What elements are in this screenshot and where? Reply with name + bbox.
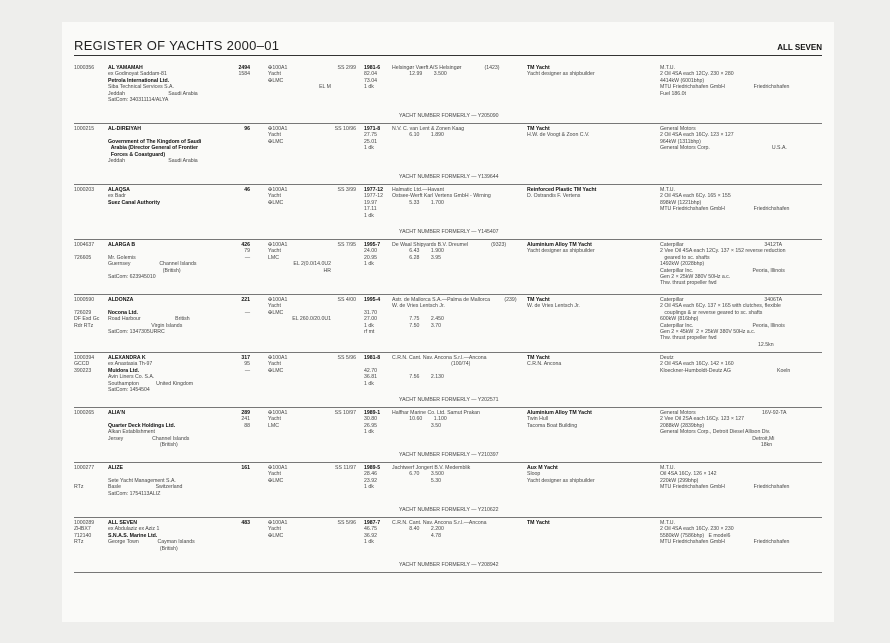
build-dims-line: 1987-7 — [364, 520, 381, 526]
builder-line: N.V. C. van Lent & Zonen Kaag — [392, 126, 465, 132]
classification-line: ✠LMC — [268, 77, 284, 84]
build-dims-line: 1989-5 — [364, 465, 381, 471]
yacht-number-line: RTz — [74, 539, 84, 546]
machinery-line: M.T.U. — [660, 465, 675, 471]
yacht-number-line: GCCD — [74, 361, 90, 368]
owner-line: (British) — [108, 545, 178, 552]
builder-line: Helsingør Værft A/S Helsingør (1423) — [392, 65, 500, 71]
owner-line: (British) — [108, 267, 181, 274]
machinery-line: couplings & sr reverse geared to sc. shafts — [660, 309, 763, 316]
classification-line: Yacht — [268, 471, 281, 478]
machinery-line: M.T.U. — [660, 187, 675, 193]
yacht-record — [74, 407, 822, 463]
build-dims-line: 27.75 — [364, 132, 377, 139]
formerly-note: YACHT NUMBER FORMERLY — Y205090 — [399, 113, 499, 119]
classification-line: Yacht — [268, 416, 281, 423]
page-title: REGISTER OF YACHTS 2000–01 — [74, 38, 280, 53]
vessel-type-line: TM Yacht — [527, 65, 550, 71]
owner-line: ALEXANDRA K — [108, 355, 146, 361]
yacht-number-line: 712140 — [74, 532, 92, 539]
owner-line: ALARGA B — [108, 242, 136, 248]
build-dims-line: 1 dk — [364, 84, 374, 91]
classification-line: ✠LMC — [268, 309, 284, 316]
yacht-number-line: ZHBX7 — [74, 526, 91, 533]
builder-line: 4.78 — [392, 532, 442, 539]
yacht-number-line: 1000356 — [74, 65, 95, 71]
tonnage-line: 161 — [241, 465, 250, 471]
builder-line: 7.56 2.130 — [392, 374, 444, 381]
classification-line: ✠100A1 — [268, 520, 288, 526]
build-dims-line: 1995-4 — [364, 297, 381, 303]
vessel-type-line: Tacoma Boat Building — [527, 422, 578, 429]
owner-line: Jeddah Saudi Arabia — [108, 90, 198, 97]
owner-line: ALIA'N — [108, 410, 126, 416]
vessel-type-line: Aux M Yacht — [527, 465, 558, 471]
build-dims-line: 26.95 — [364, 422, 377, 429]
page-header — [74, 35, 822, 56]
tonnage-line: 241 — [241, 416, 250, 423]
classification-line: LMC — [268, 422, 279, 429]
owner-line: AL-DIREIYAH — [108, 126, 141, 132]
classification-line: ✠LMC — [268, 199, 284, 206]
owner-line: Sete Yacht Management S.A. — [108, 477, 176, 484]
classification-line: Yacht — [268, 248, 281, 255]
yacht-number-line: 726029 — [74, 309, 92, 316]
owner-line: Quarter Deck Holdings Ltd. — [108, 422, 176, 429]
formerly-note: YACHT NUMBER FORMERLY — Y208942 — [399, 562, 499, 568]
build-dims-line: 28.46 — [364, 471, 377, 478]
classification-line: ✠LMC — [268, 367, 284, 374]
machinery-line: 220kW (299bhp) — [660, 477, 699, 484]
machinery-line: 600kW (816bhp) — [660, 316, 699, 323]
machinery-line: geared to sc. shafts — [660, 254, 710, 261]
tonnage-line: 289 — [241, 410, 250, 416]
tonnage-line: 88 — [244, 422, 250, 429]
classification-line: ✠100A1 — [268, 410, 288, 416]
machinery-line: M.T.U. — [660, 65, 675, 71]
machinery-line: Caterpillar 3406TA — [660, 297, 783, 303]
classification-line: ✠100A1 — [268, 465, 288, 471]
build-dims-line: 31.70 — [364, 309, 377, 316]
vessel-type-line: TM Yacht — [527, 520, 550, 526]
yacht-number-line: 1000277 — [74, 465, 95, 471]
builder-line: 10.60 1.100 — [392, 416, 447, 423]
owner-line: ex Abdulaziz ex Aziz 1 — [108, 526, 160, 533]
builder-line: 6.43 1.900 — [392, 248, 444, 255]
survey-date: SS 10/96 — [334, 126, 356, 132]
formerly-note: YACHT NUMBER FORMERLY — Y210397 — [399, 452, 499, 458]
machinery-line: Deutz — [660, 355, 674, 361]
build-dims-line: 1981-6 — [364, 65, 381, 71]
tonnage-line: 221 — [241, 297, 250, 303]
machinery-line: General Motors Corp. U.S.A. — [660, 145, 787, 152]
register-page — [62, 22, 834, 622]
machinery-line: Gen 2 × 25kW 380V 50Hz a.c. — [660, 274, 731, 280]
builder-line: C.R.N. Cant. Nav. Ancona S.r.l.—Ancona — [392, 355, 487, 361]
build-dims-line: 1 dk — [364, 261, 374, 268]
builder-line: 3.50 — [392, 422, 442, 429]
classification-line: Yacht — [268, 303, 281, 310]
machinery-line: 2088kW (2839bhp) — [660, 422, 705, 429]
class-notes-line: EL M — [319, 84, 331, 91]
owner-line: Suez Canal Authority — [108, 199, 160, 206]
owner-line: Basle Switzerland — [108, 484, 183, 491]
machinery-line: MTU Friedrichshafen GmbH Friedrichshafen — [660, 206, 790, 213]
build-dims-line: 1 dk — [364, 429, 374, 436]
yacht-number-line: 1000203 — [74, 187, 95, 193]
build-dims-line: 30.80 — [364, 416, 377, 423]
machinery-line: 12.5kn — [660, 341, 774, 348]
yacht-number-line: 1000215 — [74, 126, 95, 132]
build-dims-line: 36.92 — [364, 532, 377, 539]
formerly-note: YACHT NUMBER FORMERLY — Y145407 — [399, 229, 499, 235]
yacht-record — [74, 517, 822, 573]
machinery-line: Caterpillar Inc. Peoria, Illinois — [660, 267, 785, 274]
owner-line: ex Anastasia Th-97 — [108, 361, 153, 368]
owner-line: Avin Liners Co. S.A. — [108, 374, 155, 381]
builder-line: Jachtwerf Jongert B.V. Medemblik — [392, 465, 471, 471]
owner-line: ALL SEVEN — [108, 520, 138, 526]
vessel-type-line: Yacht designer as shipbuilder — [527, 248, 595, 255]
owner-line: George Town Cayman Islands — [108, 539, 195, 546]
tonnage-line: 96 — [244, 126, 250, 132]
vessel-type-line: TM Yacht — [527, 297, 550, 303]
build-dims-line: 17.11 — [364, 206, 377, 213]
classification-line: ✠LMC — [268, 532, 284, 539]
page-running-head: ALL SEVEN — [777, 43, 822, 52]
vessel-type-line: Aluminium Alloy TM Yacht — [527, 242, 592, 248]
vessel-type-line: Reinforced Plastic TM Yacht — [527, 187, 597, 193]
vessel-type-line: W. de Vries Lentsch Jr. — [527, 303, 580, 310]
classification-line: ✠100A1 — [268, 355, 288, 361]
machinery-line: 2 Vee Oil 2SA each 16Cy. 123 × 127 — [660, 416, 744, 423]
survey-date: SS 5/96 — [337, 355, 356, 361]
owner-line: Forces & Coastguard) — [108, 151, 166, 158]
formerly-note: YACHT NUMBER FORMERLY — Y202571 — [399, 397, 499, 403]
survey-date: SS 5/96 — [337, 520, 356, 526]
yacht-record — [74, 294, 822, 353]
machinery-line: Kloeckner-Humboldt-Deutz AG Koeln — [660, 367, 791, 374]
builder-line: 6.28 3.95 — [392, 254, 442, 261]
machinery-line: MTU Friedrichshafen GmbH Friedrichshafen — [660, 539, 790, 546]
builder-line: C.R.N. Cant. Nav. Ancona S.r.l.—Ancona — [392, 520, 487, 526]
classification-line: ✠100A1 — [268, 187, 288, 193]
builder-line: Halfhar Marine Co. Ltd. Samut Prakan — [392, 410, 480, 416]
machinery-line: M.T.U. — [660, 520, 675, 526]
vessel-type-line: TM Yacht — [527, 126, 550, 132]
build-dims-line: 1971-8 — [364, 126, 381, 132]
machinery-line: General Motors Corp., Detroit Diesel Allison Div. — [660, 429, 771, 436]
yacht-record — [74, 184, 822, 240]
build-dims-line: 46.75 — [364, 526, 377, 533]
build-dims-line: 23.92 — [364, 477, 377, 484]
machinery-line: MTU Friedrichshafen GmbH Friedrichshafen — [660, 84, 790, 91]
classification-line: Yacht — [268, 193, 281, 200]
owner-line: SatCom: 1454504 — [108, 387, 150, 393]
machinery-line: 964kW (1311bhp) — [660, 138, 701, 145]
owner-line: ALAQSA — [108, 187, 130, 193]
build-dims-line: 27.00 — [364, 316, 377, 323]
survey-date: SS 2/99 — [337, 65, 356, 71]
builder-line: 7.75 2.450 — [392, 316, 444, 323]
build-dims-line: 1 dk — [364, 539, 374, 546]
machinery-line: Thw. thrust propeller fwd — [660, 335, 717, 342]
yacht-number-line: 1004637 — [74, 242, 95, 248]
classification-line: Yacht — [268, 361, 281, 368]
owner-line: SatCom: 623945010 — [108, 274, 156, 280]
build-dims-line: 1977-12 — [364, 193, 384, 200]
yacht-number-line: 726605 — [74, 254, 92, 261]
owner-line: Guernsey Channel Islands — [108, 261, 197, 268]
owner-line: Siba Technical Services S.A. — [108, 84, 174, 91]
tonnage-line: 2494 — [238, 65, 250, 71]
owner-line: Virgin Islands — [108, 322, 183, 329]
build-dims-line: 82.04 — [364, 71, 377, 78]
machinery-line: 2 Oil 4SA each 6Cy. 165 × 155 — [660, 193, 731, 200]
tonnage-line: — — [244, 367, 250, 374]
yacht-number-line: 1000590 — [74, 297, 95, 303]
build-dims-line: 24.00 — [364, 248, 377, 255]
vessel-type-line: H.W. de Voogt & Zoon C.V. — [527, 132, 590, 139]
builder-line: 12.99 3.500 — [392, 71, 447, 78]
yacht-record — [74, 462, 822, 518]
survey-date: SS 7/95 — [337, 242, 356, 248]
classification-line: Yacht — [268, 526, 281, 533]
builder-line: 7.50 3.70 — [392, 322, 442, 329]
machinery-line: 2 Oil 4SA each 16Cy. 123 × 127 — [660, 132, 734, 139]
build-dims-line: 25.01 — [364, 138, 377, 145]
vessel-type-line: Yacht designer as shipbuilder — [527, 477, 595, 484]
owner-line: ex Badr — [108, 193, 126, 200]
yacht-record — [74, 62, 822, 124]
classification-line: ✠100A1 — [268, 242, 288, 248]
machinery-line: 2 Vee Oil 4SA each 12Cy. 137 × 152 reverse reduction — [660, 248, 786, 255]
class-notes-line: EL 260.0/20.0U1 — [292, 316, 331, 323]
vessel-type-line: Sloop — [527, 471, 541, 478]
vessel-type-line: C.R.N. Ancona — [527, 361, 562, 368]
build-dims-line: 1 dk — [364, 380, 374, 387]
vessel-type-line: Twin Hull — [527, 416, 549, 423]
yacht-record — [74, 352, 822, 408]
owner-line: ALIZE — [108, 465, 123, 471]
tonnage-line: 46 — [244, 187, 250, 193]
tonnage-line: 483 — [241, 520, 250, 526]
vessel-type-line: Aluminium Alloy TM Yacht — [527, 410, 592, 416]
builder-line: De Waal Shipyards B.V. Dreumel (9323) — [392, 242, 507, 248]
machinery-line: Gen 2 × 45kW 2 × 25kW 380V 50Hz a.c. — [660, 329, 756, 335]
yacht-number-line: Rdr RTz — [74, 322, 94, 329]
survey-date: SS 3/99 — [337, 187, 356, 193]
owner-line: ALDONZA — [108, 297, 134, 303]
owner-line: Petrola International Ltd. — [108, 77, 170, 84]
yacht-number-line: 1000394 — [74, 355, 95, 361]
owner-line: ex Godinoyat Saddam-81 — [108, 71, 167, 78]
build-dims-line: rf mt — [364, 329, 375, 335]
build-dims-line: 1 dk — [364, 212, 374, 219]
builder-line: 6.70 3.500 — [392, 471, 444, 478]
owner-line: Road Harbour British — [108, 316, 190, 323]
builder-line: 8.40 2.200 — [392, 526, 444, 533]
build-dims-line: 20.95 — [364, 254, 377, 261]
build-dims-line: 42.70 — [364, 367, 377, 374]
machinery-line: General Motors 16V-92-TA — [660, 410, 787, 416]
machinery-line: MTU Friedrichshafen GmbH Friedrichshafen — [660, 484, 790, 491]
yacht-number-line: DF Exd Gc — [74, 316, 100, 323]
owner-line: S.N.A.S. Marine Ltd. — [108, 532, 158, 539]
vessel-type-line: D. Ostrandis F. Vertens — [527, 193, 581, 200]
owner-line: Muidora Ltd. — [108, 367, 140, 374]
tonnage-line: — — [244, 309, 250, 316]
build-dims-line: 19.97 — [364, 199, 377, 206]
tonnage-line: 95 — [244, 361, 250, 368]
builder-line: (100/74) — [392, 361, 471, 368]
tonnage-line: — — [244, 254, 250, 261]
tonnage-line: 1584 — [238, 71, 250, 78]
build-dims-line: 1 dk — [364, 145, 374, 152]
build-dims-line: 1981-8 — [364, 355, 381, 361]
owner-line: Southampton United Kingdom — [108, 380, 194, 387]
classification-line: ✠LMC — [268, 477, 284, 484]
owner-line: (British) — [108, 442, 178, 448]
owner-line: SatCom: 1347305URRC — [108, 329, 165, 335]
owner-line: AL YAMAMAH — [108, 65, 143, 71]
owner-line: Alkan Establishment — [108, 429, 155, 436]
build-dims-line: 1995-7 — [364, 242, 381, 248]
formerly-note: YACHT NUMBER FORMERLY — Y210622 — [399, 507, 499, 513]
builder-line: 6.10 1.890 — [392, 132, 444, 139]
builder-line: Astr. de Mallorca S.A.—Palma de Mallorca (239) — [392, 297, 517, 303]
classification-line: ✠100A1 — [268, 297, 288, 303]
classification-line: Yacht — [268, 132, 281, 139]
build-dims-line: 1 dk — [364, 322, 374, 329]
classification-line: Yacht — [268, 71, 281, 78]
build-dims-line: 1989-1 — [364, 410, 381, 416]
machinery-line: 18kn — [660, 442, 773, 448]
machinery-line: Caterpillar 3412TA — [660, 242, 783, 248]
builder-line: Halmatic Ltd.—Havant — [392, 187, 444, 193]
builder-line: 5.30 — [392, 477, 442, 484]
yacht-record — [74, 123, 822, 185]
tonnage-line: 317 — [241, 355, 250, 361]
owner-line: Jersey Channel Islands — [108, 435, 190, 442]
builder-line: Ostsee-Werft Karl Vertens GmbH - Wirning — [392, 193, 491, 200]
tonnage-line: 426 — [241, 242, 250, 248]
yacht-number-line: 1000265 — [74, 410, 95, 416]
machinery-line: Thw. thrust propeller fwd — [660, 280, 717, 287]
survey-date: SS 10/97 — [334, 410, 356, 416]
build-dims-line: 36.81 — [364, 374, 377, 381]
owner-line: Mr. Golemis — [108, 254, 136, 261]
machinery-line: 2 Oil 4SA each 16Cy. 142 × 160 — [660, 361, 734, 368]
classification-line: ✠LMC — [268, 138, 284, 145]
classification-line: LMC — [268, 254, 279, 261]
yacht-number-line: RTz — [74, 484, 84, 491]
class-notes-line: EL 2(0.0/14.0U2 — [293, 261, 331, 268]
machinery-line: 5580kW (7586bhp) E model6 — [660, 532, 731, 539]
machinery-line: 2 Oil 4SA each 12Cy. 230 × 280 — [660, 71, 734, 78]
vessel-type-line: TM Yacht — [527, 355, 550, 361]
classification-line: ✠100A1 — [268, 65, 288, 71]
survey-date: SS 4/00 — [337, 297, 356, 303]
owner-line: Jeddah Saudi Arabia — [108, 158, 198, 164]
build-dims-line: 1 dk — [364, 484, 374, 491]
yacht-number-line: 1000289 — [74, 520, 95, 526]
yacht-number-line: 390223 — [74, 367, 92, 374]
owner-line: SatCom: 340311114/ALYA — [108, 97, 169, 103]
build-dims-line: 73.04 — [364, 77, 377, 84]
machinery-line: 2 Oil 4SA each 16Cy. 230 × 230 — [660, 526, 734, 533]
machinery-line: Detroit,Mi — [660, 435, 775, 442]
machinery-line: 4414kW (6001bhp) — [660, 77, 705, 84]
machinery-line: 1492kW (2028bhp) — [660, 261, 705, 268]
machinery-line: Fuel 186.0t — [660, 90, 686, 97]
owner-line: Arabia (Director General of Frontier — [108, 145, 199, 152]
owner-line: Nocona Ltd. — [108, 309, 138, 316]
build-dims-line: 1977-12 — [364, 187, 384, 193]
machinery-line: General Motors — [660, 126, 696, 132]
classification-line: ✠100A1 — [268, 126, 288, 132]
owner-line: Government of The Kingdom of Saudi — [108, 138, 202, 145]
class-notes-line: HR — [323, 267, 331, 274]
builder-line: W. de Vries Lentsch Jr. — [392, 303, 445, 310]
machinery-line: 898kW (1221bhp) — [660, 199, 702, 206]
machinery-line: 2 Oil 4SA each 6Cy. 137 × 165 with clutches, flexible — [660, 303, 781, 310]
formerly-note: YACHT NUMBER FORMERLY — Y139644 — [399, 174, 499, 180]
owner-line: SatCom: 1754113ALIZ — [108, 490, 161, 497]
tonnage-line: 79 — [244, 248, 250, 255]
machinery-line: Oil 4SA 16Cy. 126 × 142 — [660, 471, 717, 478]
survey-date: SS 11/97 — [335, 465, 356, 471]
builder-line: 5.33 1.700 — [392, 199, 444, 206]
yacht-record — [74, 239, 822, 295]
vessel-type-line: Yacht designer as shipbuilder — [527, 71, 595, 78]
machinery-line: Caterpillar Inc. Peoria, Illinois — [660, 322, 785, 329]
